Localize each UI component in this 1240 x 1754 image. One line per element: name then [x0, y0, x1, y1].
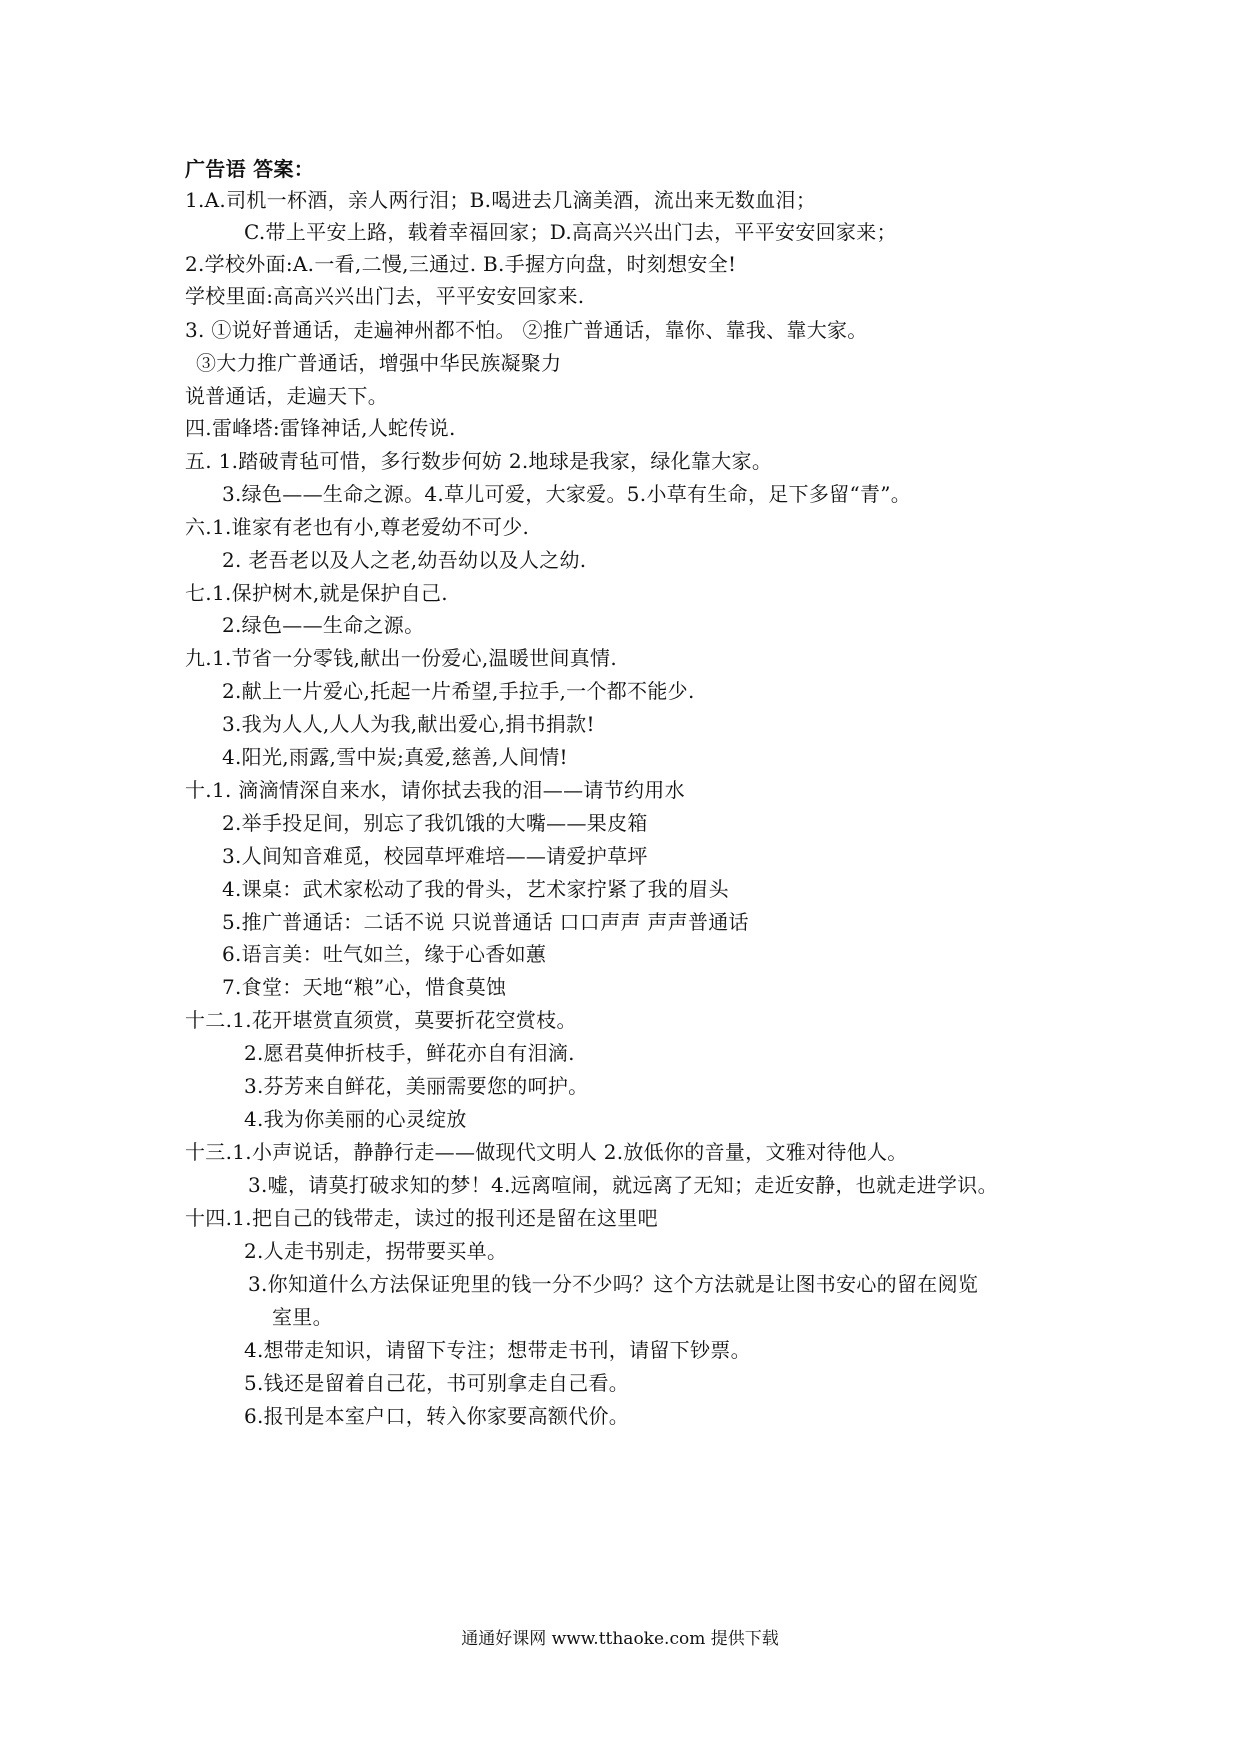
text-line: 2.人走书别走，拐带要买单。 — [244, 1239, 508, 1263]
text-line: 七.1.保护树木,就是保护自己. — [185, 581, 448, 605]
text-line: 十二.1.花开堪赏直须赏，莫要折花空赏枝。 — [185, 1008, 577, 1032]
text-line: 十.1. 滴滴情深自来水，请你拭去我的泪——请节约用水 — [185, 778, 685, 802]
text-line: 六.1.谁家有老也有小,尊老爱幼不可少. — [185, 515, 530, 539]
text-line: 学校里面:高高兴兴出门去，平平安安回家来. — [185, 284, 585, 308]
text-line: 3.人间知音难觅，校园草坪难培——请爱护草坪 — [222, 844, 648, 868]
text-line: 3.绿色——生命之源。4.草儿可爱，大家爱。5.小草有生命，足下多留“青”。 — [222, 482, 912, 506]
text-line: 2.绿色——生命之源。 — [222, 613, 425, 637]
text-line: 十三.1.小声说话，静静行走——做现代文明人 2.放低你的音量，文雅对待他人。 — [185, 1140, 908, 1164]
text-line: 5.钱还是留着自己花，书可别拿走自己看。 — [244, 1371, 630, 1395]
text-line: 室里。 — [272, 1305, 333, 1329]
text-line: 3.你知道什么方法保证兜里的钱一分不少吗？这个方法就是让图书安心的留在阅览 — [248, 1272, 979, 1296]
text-line: ③大力推广普通话，增强中华民族凝聚力 — [196, 351, 562, 375]
text-line: 4.阳光,雨露,雪中炭;真爱,慈善,人间情! — [222, 745, 568, 769]
text-line: 3.芬芳来自鲜花，美丽需要您的呵护。 — [244, 1074, 589, 1098]
text-line: 3.我为人人,人人为我,献出爱心,捐书捐款! — [222, 712, 595, 736]
text-line: 3. ①说好普通话，走遍神州都不怕。 ②推广普通话，靠你、靠我、靠大家。 — [185, 318, 868, 342]
text-line: 2.学校外面:A.一看,二慢,三通过. B.手握方向盘，时刻想安全! — [185, 252, 737, 276]
text-line: 6.报刊是本室户口，转入你家要高额代价。 — [244, 1404, 630, 1428]
text-line: 2.举手投足间，别忘了我饥饿的大嘴——果皮箱 — [222, 811, 648, 835]
text-line: 7.食堂：天地“粮”心，惜食莫蚀 — [222, 975, 507, 999]
text-line: 说普通话，走遍天下。 — [185, 384, 388, 408]
text-line: 四.雷峰塔:雷锋神话,人蛇传说. — [185, 416, 456, 440]
text-line: 4.我为你美丽的心灵绽放 — [244, 1107, 467, 1131]
text-line: 2.愿君莫伸折枝手，鲜花亦自有泪滴. — [244, 1041, 575, 1065]
text-line: 十四.1.把自己的钱带走，读过的报刊还是留在这里吧 — [185, 1206, 658, 1230]
page-footer: 通通好课网 www.tthaoke.com 提供下载 — [461, 1629, 779, 1649]
text-line: 4.想带走知识，请留下专注；想带走书刊，请留下钞票。 — [244, 1338, 751, 1362]
text-line: 1.A.司机一杯酒，亲人两行泪；B.喝进去几滴美酒，流出来无数血泪； — [185, 188, 817, 212]
text-line: 5.推广普通话：二话不说 只说普通话 口口声声 声声普通话 — [222, 910, 749, 934]
text-line: 2.献上一片爱心,托起一片希望,手拉手,一个都不能少. — [222, 679, 695, 703]
text-line: 九.1.节省一分零钱,献出一份爱心,温暖世间真情. — [185, 646, 618, 670]
text-line: 3.嘘，请莫打破求知的梦！4.远离喧闹，就远离了无知；走近安静，也就走进学识。 — [248, 1173, 998, 1197]
text-line: 2. 老吾老以及人之老,幼吾幼以及人之幼. — [222, 548, 587, 572]
text-line: 4.课桌：武术家松动了我的骨头，艺术家拧紧了我的眉头 — [222, 877, 729, 901]
document-title: 广告语 答案： — [185, 157, 315, 181]
text-line: 五. 1.踏破青毡可惜，多行数步何妨 2.地球是我家，绿化靠大家。 — [185, 449, 773, 473]
text-line: C.带上平安上路，载着幸福回家；D.高高兴兴出门去，平平安安回家来； — [244, 220, 897, 244]
text-line: 6.语言美：吐气如兰，缘于心香如蕙 — [222, 942, 547, 966]
